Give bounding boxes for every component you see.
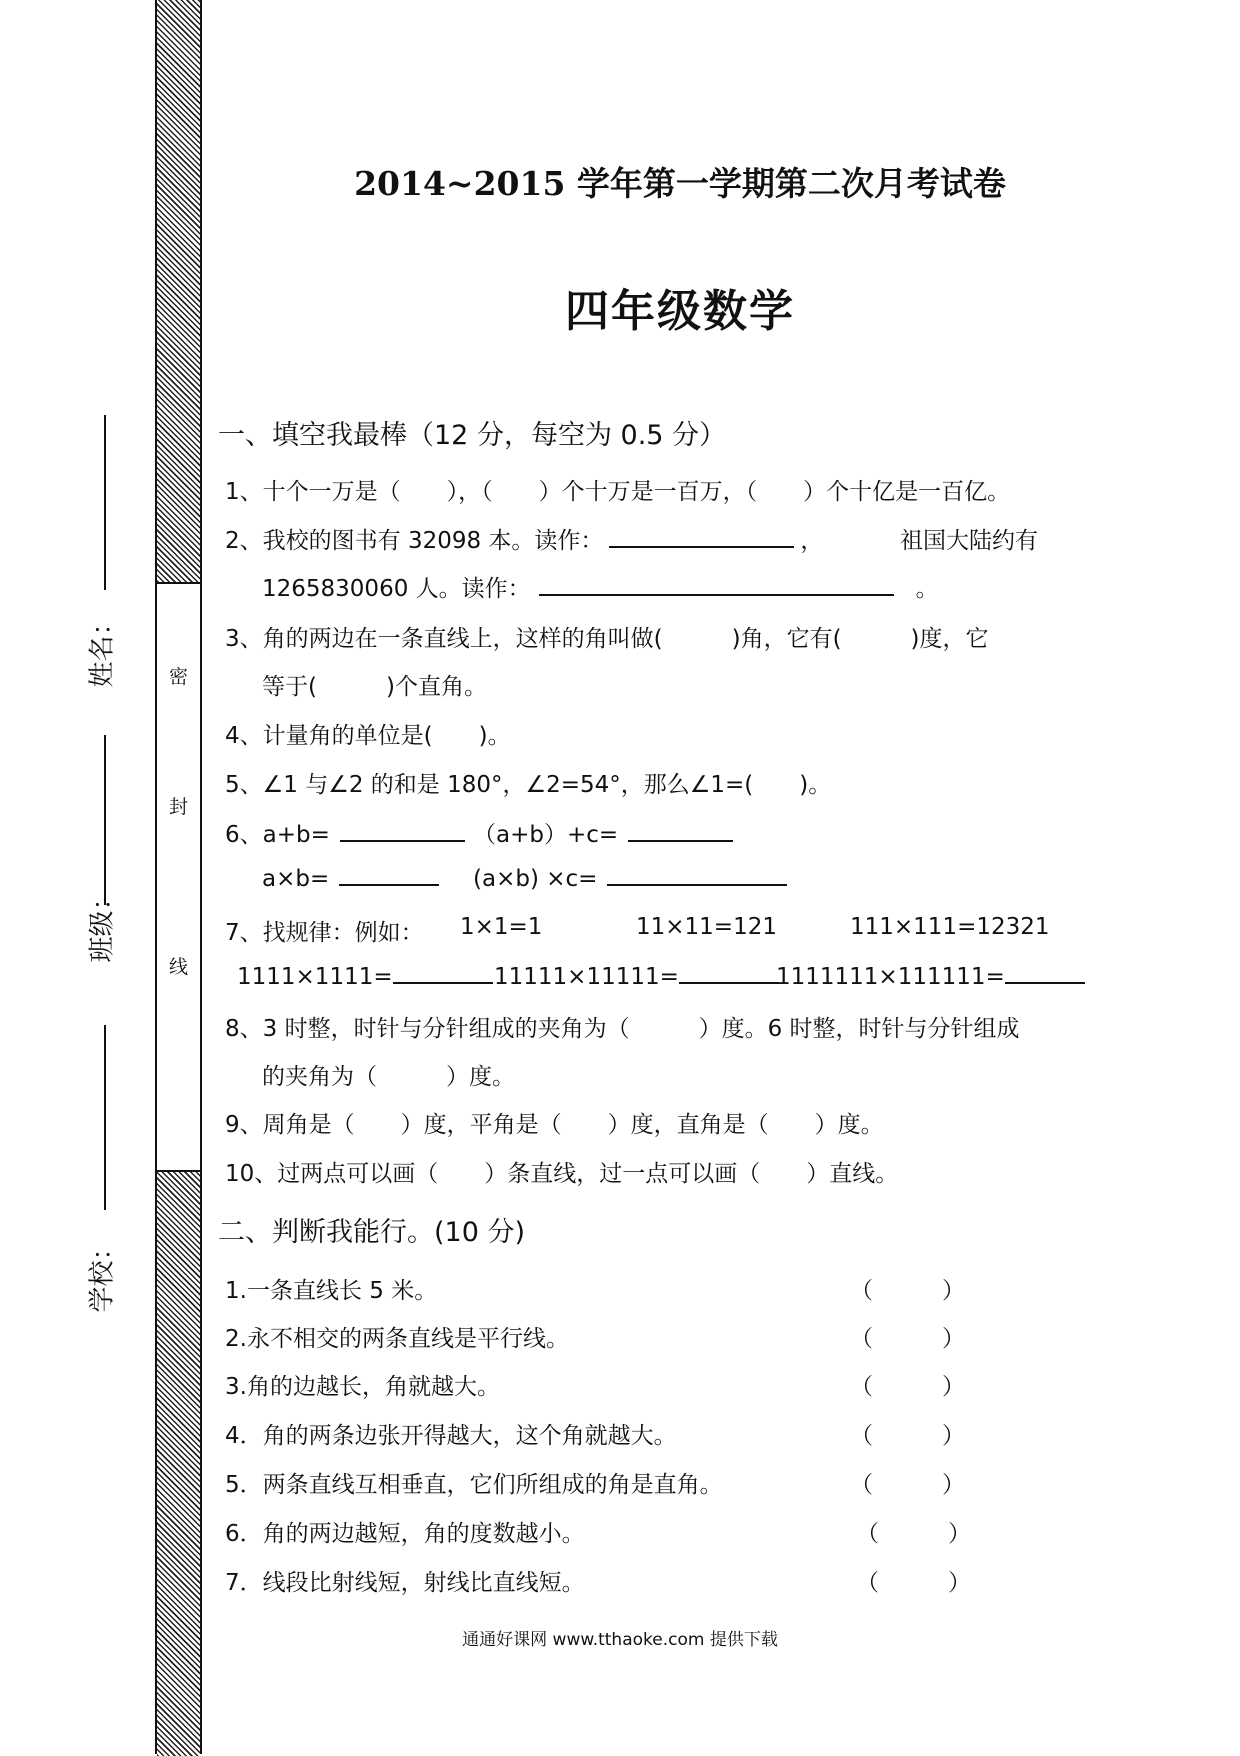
class-label: 班级： (87, 884, 118, 963)
q6a1-text: 6、a+b= (225, 822, 330, 848)
exam-title: 2014~2015 学年第一学期第二次月考试卷 (354, 164, 1006, 203)
tf-answer-6[interactable]: （ ） (856, 1521, 971, 1547)
q6a2-text: （a+b）+c= (473, 822, 619, 848)
q7b3-blank[interactable] (1005, 962, 1085, 984)
seal-char-feng: 封 (168, 796, 188, 818)
tf-item-1: 1.一条直线长 5 米。 (225, 1278, 438, 1304)
q2b-text: 1265830060 人。读作： (262, 576, 531, 602)
q7b1-text: 1111×1111= (237, 964, 393, 990)
school-field-line[interactable] (104, 1025, 106, 1210)
question-6a-2 (473, 816, 733, 849)
school-label: 学校： (87, 1234, 118, 1313)
tf-answer-3[interactable]: （ ） (850, 1374, 965, 1400)
question-1: 1、十个一万是（ ），（ ）个十万是一百万，（ ）个十亿是一百亿。 (225, 479, 1011, 505)
footer-credit: 通通好课网 www.tthaoke.com 提供下载 (462, 1630, 778, 1650)
tf-item-6: 6．角的两边越短，角的度数越小。 (225, 1521, 585, 1547)
tf-item-5: 5．两条直线互相垂直，它们所组成的角是直角。 (225, 1472, 723, 1498)
question-2b (262, 570, 939, 603)
q6a1-blank[interactable] (340, 820, 465, 842)
tf-item-7: 7．线段比射线短，射线比直线短。 (225, 1570, 585, 1596)
q7b3-text: 1111111×111111= (776, 964, 1005, 990)
question-6b-1 (262, 864, 439, 892)
tf-item-3: 3.角的边越长，角就越大。 (225, 1374, 500, 1400)
q6b2-text: (a×b) ×c= (473, 866, 598, 892)
question-2a-tail: 祖国大陆约有 (900, 528, 1038, 554)
question-7a-ex1: 1×1=1 (460, 914, 543, 940)
question-3a: 3、角的两边在一条直线上，这样的角叫做( )角，它有( )度，它 (225, 626, 989, 652)
section1-heading: 一、填空我最棒（12 分，每空为 0.5 分） (218, 420, 727, 451)
q6b1-text: a×b= (262, 866, 330, 892)
question-7a-ex2: 11×11=121 (636, 914, 777, 940)
question-7a-ex3: 111×111=12321 (850, 914, 1050, 940)
question-8a: 8、3 时整，时针与分针组成的夹角为（ ）度。6 时整，时针与分针组成 (225, 1016, 1020, 1042)
hatch-bottom (157, 1170, 200, 1756)
section2-heading: 二、判断我能行。(10 分) (218, 1217, 526, 1248)
tf-answer-1[interactable]: （ ） (850, 1278, 965, 1304)
q2b-period: 。 (915, 576, 939, 602)
q7b2-text: 11111×11111= (494, 964, 679, 990)
hatch-top (157, 0, 200, 584)
question-9: 9、周角是（ ）度，平角是（ ）度，直角是（ ）度。 (225, 1112, 884, 1138)
question-10: 10、过两点可以画（ ）条直线，过一点可以画（ ）直线。 (225, 1161, 899, 1187)
q6a2-blank[interactable] (628, 820, 733, 842)
tf-answer-5[interactable]: （ ） (850, 1472, 965, 1498)
question-5: 5、∠1 与∠2 的和是 180°，∠2=54°，那么∠1=( )。 (225, 772, 832, 798)
name-field-line[interactable] (104, 415, 106, 590)
q2a-comma: ， (800, 528, 824, 554)
tf-item-4: 4．角的两条边张开得越大，这个角就越大。 (225, 1423, 677, 1449)
binding-strip (155, 0, 202, 1754)
subject-title: 四年级数学 (565, 286, 795, 337)
question-7b-3 (776, 962, 1085, 990)
question-7b-2 (494, 962, 779, 990)
question-7a: 7、找规律：例如： (225, 920, 424, 946)
q7b1-blank[interactable] (393, 962, 493, 984)
question-8b: 的夹角为（ ）度。 (262, 1064, 515, 1090)
tf-answer-7[interactable]: （ ） (856, 1570, 971, 1596)
question-3b: 等于( )个直角。 (262, 674, 487, 700)
seal-char-xian: 线 (168, 956, 188, 978)
question-6a-1 (225, 816, 465, 849)
q7b2-blank[interactable] (679, 962, 779, 984)
q6b1-blank[interactable] (339, 864, 439, 886)
seal-char-mi: 密 (168, 666, 188, 688)
tf-item-2: 2.永不相交的两条直线是平行线。 (225, 1326, 569, 1352)
question-6b-2 (473, 864, 787, 892)
q2b-blank[interactable] (539, 574, 894, 596)
question-4: 4、计量角的单位是( )。 (225, 723, 511, 749)
name-label: 姓名： (87, 609, 118, 688)
tf-answer-2[interactable]: （ ） (850, 1326, 965, 1352)
q2a-text: 2、我校的图书有 32098 本。读作： (225, 528, 604, 554)
question-7b-1 (237, 962, 493, 990)
q6b2-blank[interactable] (607, 864, 787, 886)
tf-answer-4[interactable]: （ ） (850, 1423, 965, 1449)
q2a-blank[interactable] (609, 526, 794, 548)
question-2a (225, 522, 823, 555)
